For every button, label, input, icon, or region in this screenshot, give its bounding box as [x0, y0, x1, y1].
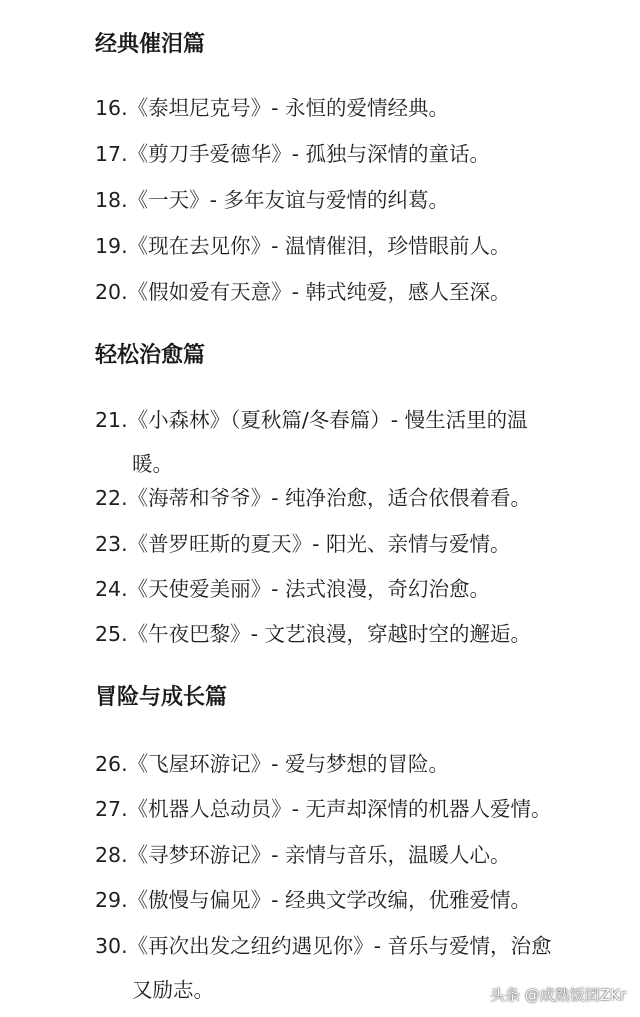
- list-item: 16.《泰坦尼克号》- 永恒的爱情经典。: [95, 96, 450, 120]
- list-item: 20.《假如爱有天意》- 韩式纯爱，感人至深。: [95, 280, 511, 304]
- section-title-classic: 经典催泪篇: [95, 32, 206, 57]
- list-item: 18.《一天》- 多年友谊与爱情的纠葛。: [95, 188, 450, 212]
- watermark: 头条 @成熟饭团ZKr: [489, 986, 626, 1004]
- list-item: 25.《午夜巴黎》- 文艺浪漫，穿越时空的邂逅。: [95, 622, 532, 646]
- list-item: 28.《寻梦环游记》- 亲情与音乐，温暖人心。: [95, 843, 511, 867]
- list-item: 26.《飞屋环游记》- 爱与梦想的冒险。: [95, 752, 450, 776]
- list-item: 23.《普罗旺斯的夏天》- 阳光、亲情与爱情。: [95, 532, 511, 556]
- list-item: 21.《小森林》（夏秋篇/冬春篇）- 慢生活里的温 暖。: [95, 408, 528, 476]
- section-title-adventure: 冒险与成长篇: [95, 685, 228, 710]
- list-item: 29.《傲慢与偏见》- 经典文学改编，优雅爱情。: [95, 888, 532, 912]
- list-item: 22.《海蒂和爷爷》- 纯净治愈，适合依偎着看。: [95, 486, 532, 510]
- list-item: 30.《再次出发之纽约遇见你》- 音乐与爱情，治愈 又励志。: [95, 934, 552, 1002]
- list-item: 19.《现在去见你》- 温情催泪，珍惜眼前人。: [95, 234, 511, 258]
- list-item: 27.《机器人总动员》- 无声却深情的机器人爱情。: [95, 797, 552, 821]
- list-item: 17.《剪刀手爱德华》- 孤独与深情的童话。: [95, 142, 491, 166]
- section-title-healing: 轻松治愈篇: [95, 343, 206, 368]
- list-item: 24.《天使爱美丽》- 法式浪漫，奇幻治愈。: [95, 577, 491, 601]
